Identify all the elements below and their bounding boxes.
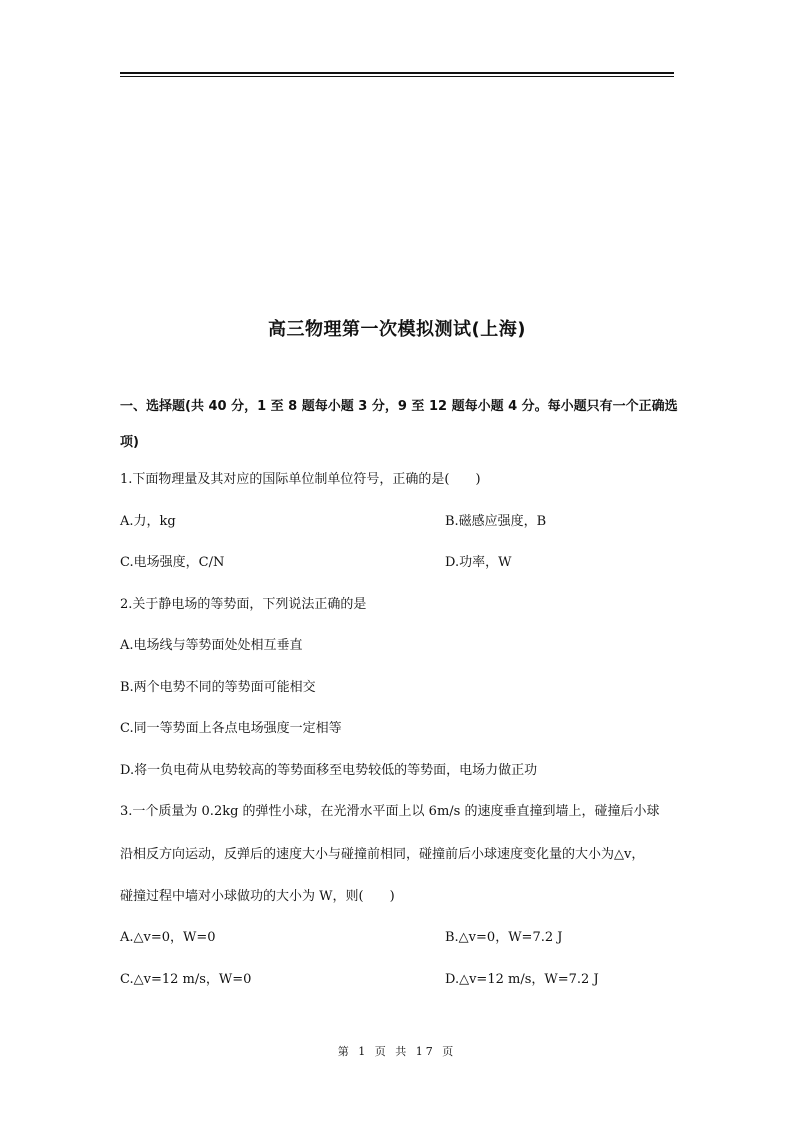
q3-stem-line2: 沿相反方向运动，反弹后的速度大小与碰撞前相同，碰撞前后小球速度变化量的大小为△v， (120, 847, 645, 862)
q3-stem-line3: 碰撞过程中墙对小球做功的大小为 W，则( ) (120, 889, 395, 904)
q1-option-a: A.力，kg (120, 514, 176, 529)
section-heading-line1: 一、选择题(共 40 分，1 至 8 题每小题 3 分，9 至 12 题每小题 4 分。每小题只有一个正确选 (120, 399, 678, 414)
q2-stem: 2.关于静电场的等势面，下列说法正确的是 (120, 597, 367, 612)
section-heading-line2: 项) (120, 435, 139, 450)
q2-option-c: C.同一等势面上各点电场强度一定相等 (120, 721, 342, 736)
q3-option-c: C.△v=12 m/s，W=0 (120, 972, 252, 987)
q3-option-a: A.△v=0，W=0 (120, 930, 216, 945)
q2-option-a: A.电场线与等势面处处相互垂直 (120, 638, 303, 653)
header-rule-thick (120, 72, 674, 74)
q2-option-d: D.将一负电荷从电势较高的等势面移至电势较低的等势面，电场力做正功 (120, 763, 538, 778)
q1-option-d: D.功率，W (445, 555, 512, 570)
q1-option-b: B.磁感应强度，B (445, 514, 547, 529)
q1-stem: 1.下面物理量及其对应的国际单位制单位符号，正确的是( ) (120, 472, 481, 487)
q1-option-c: C.电场强度，C/N (120, 555, 225, 570)
page-title: 高三物理第一次模拟测试(上海) (268, 319, 526, 340)
q2-option-b: B.两个电势不同的等势面可能相交 (120, 680, 316, 695)
q3-option-d: D.△v=12 m/s，W=7.2 J (445, 972, 599, 987)
header-rule-thin (120, 76, 674, 77)
q3-option-b: B.△v=0，W=7.2 J (445, 930, 563, 945)
page-footer: 第 1 页 共 17 页 (337, 1045, 457, 1058)
q3-stem-line1: 3.一个质量为 0.2kg 的弹性小球，在光滑水平面上以 6m/s 的速度垂直撞到墙上，碰撞后小球 (120, 804, 660, 819)
